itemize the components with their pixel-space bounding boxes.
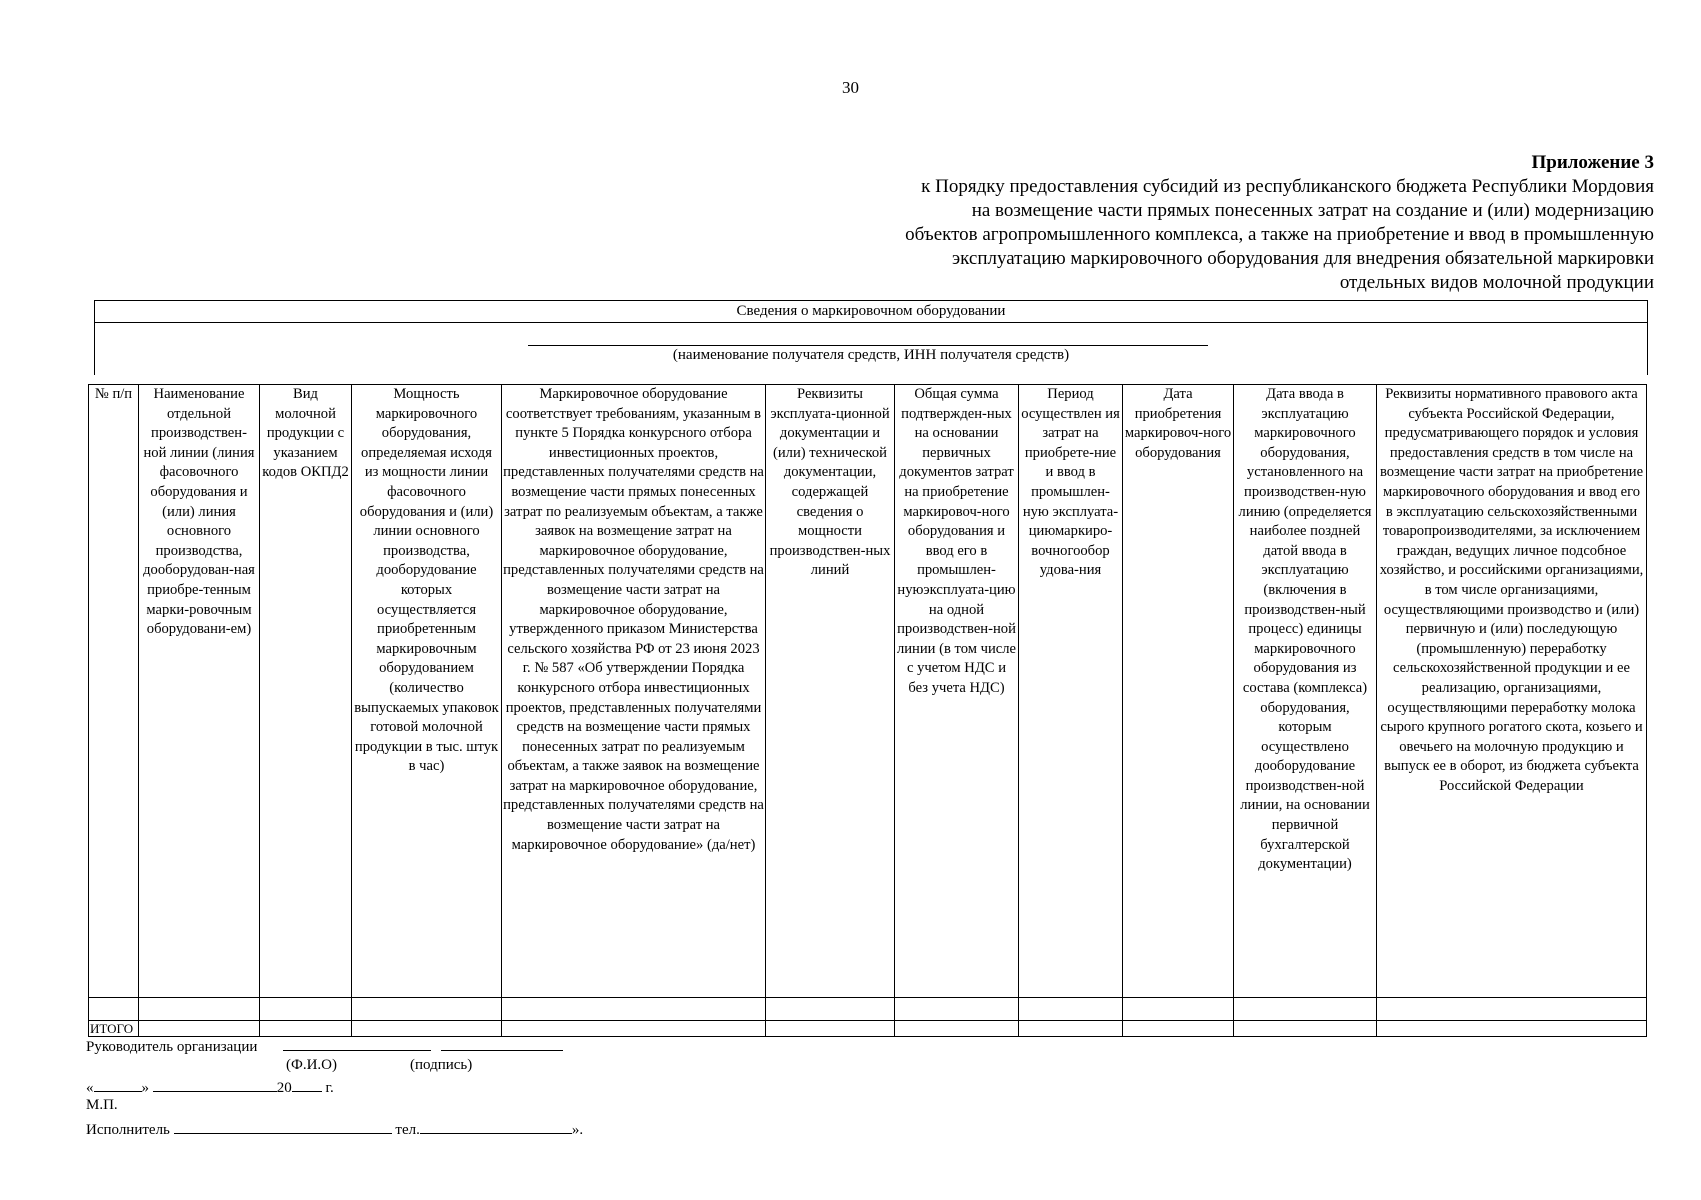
table-cell[interactable] (502, 998, 766, 1021)
phone-label: тел. (395, 1122, 420, 1138)
appendix-line: объектов агропромышленного комплекса, а также на приобретение и ввод в промышленную (905, 224, 1654, 245)
col-header: Мощность маркировочного оборудования, определяемая исходя из мощности линии фасовочного оборудования и (или) линии основного производства, дооборудование которых осуществляется приобретенным маркировочным оборудованием (количество выпускаемых упаковок готовой молочной продукции в тыс. штук в час) (352, 385, 502, 998)
table-cell[interactable] (1234, 998, 1377, 1021)
table-cell[interactable] (1123, 998, 1234, 1021)
head-signature-line (86, 1037, 563, 1056)
closing-mark: ». (571, 1122, 584, 1138)
table-row (89, 998, 1647, 1021)
table-cell[interactable] (895, 1021, 1019, 1037)
col-header: Период осуществлен ия затрат на приобрете-ние и ввод в промышлен-ную эксплуата-циюмаркиро-вочногообор удова-ния (1019, 385, 1123, 998)
executor-label: Исполнитель (86, 1122, 170, 1138)
table-header-row (89, 385, 1647, 998)
stamp-label: М.П. (86, 1097, 118, 1113)
phone-blank[interactable] (420, 1120, 572, 1134)
table-cell[interactable] (1234, 1021, 1377, 1037)
table-cell[interactable] (502, 1021, 766, 1037)
col-header: Маркировочное оборудование соответствует требованиям, указанным в пункте 5 Порядка конкурсного отбора инвестиционных проектов, представленных получателями средств на возмещение части прямых понесенных затрат по реализуемым объектам, а также заявок на возмещение затрат на маркировочное оборудование, представленных получателями средств на возмещение части затрат на маркировочное оборудование, утвержденного приказом Министерства сельского хозяйства РФ от 23 июня 2023 г. № 587 «Об утверждении Порядка конкурсного отбора инвестиционных проектов, представленных получателями средств на возмещение части прямых понесенных затрат по реализуемым объектам, а также заявок на возмещение затрат на маркировочное оборудование, представленных получателями средств на возмещение части затрат на маркировочное оборудование» (да/нет) (502, 385, 766, 998)
page-number: 30 (842, 78, 859, 97)
month-blank[interactable] (153, 1078, 277, 1092)
equipment-table (88, 384, 1647, 1037)
table-cell[interactable] (139, 1021, 260, 1037)
recipient-name-line[interactable] (528, 345, 1208, 346)
year-suffix: г. (325, 1080, 334, 1096)
head-label: Руководитель организации (86, 1039, 258, 1055)
col-header: Дата ввода в эксплуатацию маркировочного оборудования, установленного на производствен-ную линию (определяется наиболее поздней датой ввода в эксплуатацию (включения в производствен-ный процесс) единицы маркировочного оборудования из состава (комплекса) оборудования, которым осуществлено дооборудование производствен-ной линии, на основании первичной бухгалтерской документации) (1234, 385, 1377, 998)
table-cell[interactable] (352, 1021, 502, 1037)
appendix-header (654, 151, 1654, 295)
table-cell[interactable] (895, 998, 1019, 1021)
executor-blank[interactable] (174, 1120, 392, 1134)
table-cell[interactable] (1377, 998, 1647, 1021)
recipient-caption: (наименование получателя средств, ИНН получателя средств) (672, 347, 1070, 363)
date-line (86, 1078, 334, 1097)
table-cell[interactable] (1123, 1021, 1234, 1037)
col-header: Реквизиты нормативного правового акта субъекта Российской Федерации, предусматривающего порядок и условия предоставления средств в том числе на возмещение части затрат на приобретение маркировочного оборудования и ввод его в эксплуатацию сельскохозяйственными товаропроизводителями, за исключением граждан, ведущих личное подсобное хозяйство, и российскими организациями, в том числе организациями, осуществляющими производство и (или) первичную и (или) последующую (промышленную) переработку сельскохозяйственной продукции и ее реализацию, организациями, осуществляющими переработку молока сырого крупного рогатого скота, козьего и овечьего на молочную продукцию и выпуск ее в оборот, из бюджета субъекта Российской Федерации (1377, 385, 1647, 998)
table-cell[interactable] (1019, 1021, 1123, 1037)
form-title: Сведения о маркировочном оборудовании (95, 301, 1647, 323)
table-cell[interactable] (260, 998, 352, 1021)
date-close-quote: » (141, 1080, 149, 1096)
total-row (89, 1021, 1647, 1037)
table-cell[interactable] (766, 998, 895, 1021)
col-header: № п/п (89, 385, 139, 998)
appendix-line: эксплуатацию маркировочного оборудования для внедрения обязательной маркировки (952, 248, 1654, 269)
date-open-quote: « (86, 1080, 94, 1096)
fio-blank[interactable] (283, 1037, 431, 1051)
total-label: ИТОГО (89, 1021, 139, 1037)
col-header: Реквизиты эксплуата-ционной документации и (или) технической документации, содержащей сведения о мощности производствен-ных линий (766, 385, 895, 998)
day-blank[interactable] (94, 1078, 142, 1092)
executor-line (86, 1120, 583, 1139)
table-cell[interactable] (1377, 1021, 1647, 1037)
table-cell[interactable] (139, 998, 260, 1021)
col-header: Вид молочной продукции с указанием кодов ОКПД2 (260, 385, 352, 998)
table-cell[interactable] (89, 998, 139, 1021)
signature-caption: (подпись) (410, 1057, 473, 1073)
form-frame (94, 300, 1648, 375)
col-header: Дата приобретения маркировоч-ного оборудования (1123, 385, 1234, 998)
appendix-title: Приложение 3 (1531, 152, 1654, 173)
col-header: Наименование отдельной производствен-ной линии (линия фасовочного оборудования и (или) линия основного производства, дооборудован-ная приобре-тенным марки-ровочным оборудовани-ем) (139, 385, 260, 998)
table-cell[interactable] (766, 1021, 895, 1037)
table-cell[interactable] (260, 1021, 352, 1037)
table-cell[interactable] (352, 998, 502, 1021)
signature-blank[interactable] (441, 1037, 563, 1051)
appendix-line: на возмещение части прямых понесенных затрат на создание и (или) модернизацию (971, 200, 1654, 221)
year-prefix: 20 (276, 1080, 292, 1096)
appendix-line: к Порядку предоставления субсидий из республиканского бюджета Республики Мордовия (921, 176, 1654, 197)
table-cell[interactable] (1019, 998, 1123, 1021)
appendix-line: отдельных видов молочной продукции (1339, 272, 1654, 293)
year-blank[interactable] (292, 1078, 322, 1092)
col-header: Общая сумма подтвержден-ных на основании первичных документов затрат на приобретение маркировоч-ного оборудования и ввод его в промышлен-нуюэксплуата-цию на одной производствен-ной линии (в том числе с учетом НДС и без учета НДС) (895, 385, 1019, 998)
fio-caption: (Ф.И.О) (286, 1057, 338, 1073)
